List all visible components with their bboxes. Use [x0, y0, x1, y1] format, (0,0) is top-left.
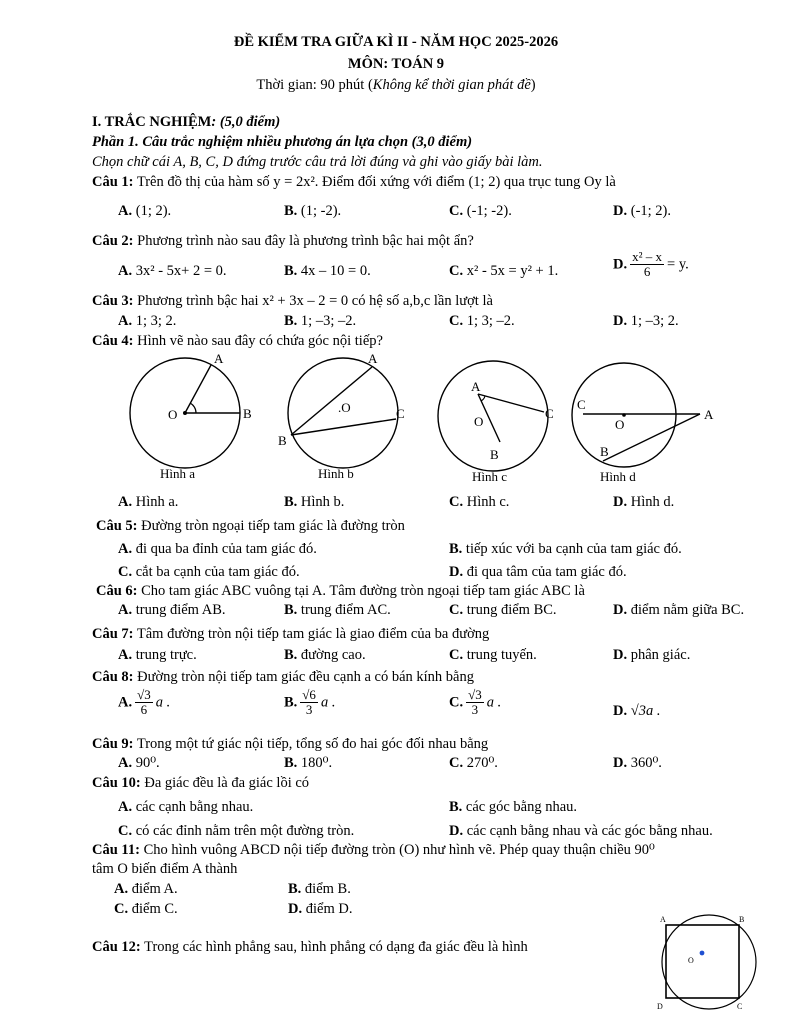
q5-stem	[96, 518, 405, 535]
instruction: Chọn chữ cái A, B, C, D đứng trước câu trả lời đúng và ghi vào giấy bài làm.	[92, 154, 543, 170]
point-a-label-d: A	[704, 407, 714, 422]
point-a-label: A	[214, 351, 224, 366]
q6-text: Cho tam giác ABC vuông tại A. Tâm đường tròn ngoại tiếp tam giác ABC là	[141, 583, 585, 599]
q5-option-b: B. tiếp xúc với ba cạnh của tam giác đó.	[449, 541, 682, 557]
q4-stem	[92, 333, 383, 350]
q8-label: Câu 8:	[92, 669, 134, 685]
q6-label: Câu 6:	[96, 583, 138, 599]
q4-text: Hình vẽ nào sau đây có chứa góc nội tiếp?	[137, 333, 383, 349]
q8-stem	[92, 669, 474, 686]
point-c-label-b: C	[396, 406, 405, 421]
q11-stem-continued: tâm O biến điểm A thành	[92, 861, 238, 877]
point-c-label-c: C	[545, 406, 554, 421]
q2-option-d: D. $\frac{\text{x² – x}}{6}$ = y.	[613, 249, 689, 280]
q7-option-a: A. trung trực.	[118, 647, 197, 663]
q9-stem	[92, 736, 488, 753]
q5-label: Câu 5:	[96, 518, 138, 534]
q2-stem	[92, 233, 474, 250]
q1-option-d: D. (-1; 2).	[613, 203, 671, 219]
q4-figures	[110, 350, 750, 488]
q10-label: Câu 10:	[92, 775, 141, 791]
q11-stem	[92, 842, 655, 859]
point-b-label-b: B	[278, 433, 287, 448]
figure-c	[438, 361, 554, 484]
exam-title: ĐỀ KIỂM TRA GIỮA KÌ II - NĂM HỌC 2025-2026	[233, 34, 559, 50]
q10-option-b: B. các góc bằng nhau.	[449, 799, 578, 815]
q4-label: Câu 4:	[92, 333, 134, 349]
q12-label: Câu 12:	[92, 939, 141, 955]
q3-option-b: B. 1; –3; –2.	[284, 313, 357, 329]
point-a-label-b: A	[368, 351, 378, 366]
q8-option-a: A. $\frac{√3}{6}$ a .	[118, 687, 171, 718]
q12-stem	[92, 939, 528, 956]
q3-stem	[92, 293, 493, 310]
q10-stem	[92, 775, 309, 792]
vertex-a-label: A	[660, 915, 666, 924]
q10-text: Đa giác đều là đa giác lồi có	[144, 775, 310, 791]
point-b-label-d: B	[600, 444, 609, 459]
q4-option-a: A. Hình a.	[118, 494, 179, 510]
figure-b-caption: Hình b	[318, 466, 354, 481]
point-o-label-c: O	[474, 414, 484, 429]
center-o	[183, 411, 187, 415]
q11-option-d: D. điểm D.	[288, 901, 353, 917]
point-o-label-d: O	[615, 417, 625, 432]
q8-option-c: C. $\frac{√3}{3}$ a .	[449, 687, 502, 718]
q1-option-c: C. (-1; -2).	[449, 203, 512, 219]
q3-text: Phương trình bậc hai x² + 3x – 2 = 0 có hệ số a,b,c lần lượt là	[137, 293, 493, 309]
q9-option-b: B. 180⁰.	[284, 755, 333, 771]
square-abcd	[666, 925, 739, 998]
q10-option-a: A. các cạnh bằng nhau.	[118, 799, 254, 815]
q9-option-c: C. 270⁰.	[449, 755, 498, 771]
q9-option-a: A. 90⁰.	[118, 755, 160, 771]
q3-label: Câu 3:	[92, 293, 134, 309]
q11-option-a: A. điểm A.	[114, 881, 178, 897]
section-title: I. TRẮC NGHIỆM	[92, 114, 212, 130]
q7-option-c: C. trung tuyến.	[449, 647, 537, 663]
point-o-label-b: .O	[338, 400, 351, 415]
q9-text: Trong một tứ giác nội tiếp, tổng số đo hai góc đối nhau bằng	[136, 736, 489, 752]
q2-text: Phương trình nào sau đây là phương trình bậc hai một ẩn?	[137, 233, 474, 249]
q7-label: Câu 7:	[92, 626, 134, 642]
center-dot	[700, 951, 705, 956]
exam-time	[0, 77, 792, 94]
q5-text: Đường tròn ngoại tiếp tam giác là đường tròn	[141, 518, 405, 534]
q2-option-b: B. 4x – 10 = 0.	[284, 263, 371, 279]
q3-option-c: C. 1; 3; –2.	[449, 313, 515, 329]
q8-option-d: D. √3a .	[613, 703, 661, 719]
q5-option-a: A. đi qua ba đỉnh của tam giác đó.	[118, 541, 317, 557]
q2-label: Câu 2:	[92, 233, 134, 249]
q9-option-d: D. 360⁰.	[613, 755, 662, 771]
vertex-b-label: B	[739, 915, 745, 924]
figure-a	[130, 351, 252, 481]
q7-option-b: B. đường cao.	[284, 647, 366, 663]
q11-option-b: B. điểm B.	[288, 881, 351, 897]
q6-option-d: D. điểm nằm giữa BC.	[613, 602, 745, 618]
time-text: Thời gian: 90 phút (	[256, 77, 373, 93]
q6-option-c: C. trung điểm BC.	[449, 602, 557, 618]
q4-option-c: C. Hình c.	[449, 494, 510, 510]
vertex-d-label: D	[657, 1002, 663, 1011]
figure-c-caption: Hình c	[472, 469, 508, 484]
radius-oa	[185, 365, 211, 413]
q4-option-b: B. Hình b.	[284, 494, 345, 510]
q6-stem	[96, 583, 585, 600]
center-o-label: O	[688, 956, 694, 965]
q11-text: Cho hình vuông ABCD nội tiếp đường tròn (O) như hình vẽ. Phép quay thuận chiều 90⁰	[143, 842, 655, 858]
point-a-label-c: A	[471, 379, 481, 394]
q8-option-b: B. $\frac{√6}{3}$ a .	[284, 687, 336, 718]
q9-label: Câu 9:	[92, 736, 134, 752]
circle-o	[662, 915, 756, 1009]
q3-option-a: A. 1; 3; 2.	[118, 313, 177, 329]
q3-option-d: D. 1; –3; 2.	[613, 313, 679, 329]
q5-option-c: C. cắt ba cạnh của tam giác đó.	[118, 564, 300, 580]
figure-d-caption: Hình d	[600, 469, 636, 484]
section-heading	[92, 114, 280, 131]
section-points: : (5,0 điểm)	[211, 114, 281, 130]
point-b-label-c: B	[490, 447, 499, 462]
figure-d	[572, 363, 714, 484]
q7-option-d: D. phân giác.	[613, 647, 691, 663]
q6-option-a: A. trung điểm AB.	[118, 602, 226, 618]
vertex-c-label: C	[737, 1002, 743, 1011]
q12-text: Trong các hình phẳng sau, hình phẳng có dạng đa giác đều là hình	[144, 939, 528, 955]
q10-option-c: C. có các đỉnh nằm trên một đường tròn.	[118, 823, 355, 839]
q11-label: Câu 11:	[92, 842, 140, 858]
point-b-label: B	[243, 406, 252, 421]
time-note: Không kể thời gian phát đề	[372, 77, 531, 93]
q1-option-a: A. (1; 2).	[118, 203, 172, 219]
point-c-label-d: C	[577, 397, 586, 412]
square-in-circle-figure	[645, 912, 775, 1020]
q7-stem	[92, 626, 489, 643]
angle-arc	[190, 403, 196, 413]
q1-option-b: B. (1; -2).	[284, 203, 342, 219]
exam-subject: MÔN: TOÁN 9	[347, 56, 445, 72]
segment-ac	[478, 394, 544, 412]
figure-b	[278, 351, 405, 481]
q7-text: Tâm đường tròn nội tiếp tam giác là giao điểm của ba đường	[136, 626, 490, 642]
point-o-label: O	[168, 407, 178, 422]
q1-text: Trên đồ thị của hàm số y = 2x². Điểm đối xứng với điểm (1; 2) qua trục tung Oy là	[136, 174, 616, 190]
q5-option-d: D. đi qua tâm của tam giác đó.	[449, 564, 627, 580]
angle-arc-c	[481, 396, 485, 401]
q10-option-d: D. các cạnh bằng nhau và các góc bằng nhau.	[449, 823, 713, 839]
time-suffix: )	[530, 77, 536, 93]
q11-option-c: C. điểm C.	[114, 901, 178, 917]
figure-a-caption: Hình a	[160, 466, 196, 481]
q2-option-c: C. x² - 5x = y² + 1.	[449, 263, 559, 279]
q1-label: Câu 1:	[92, 174, 134, 190]
q2-d-fraction: $\frac{\text{x² – x}}{6}$	[632, 249, 663, 280]
q4-option-d: D. Hình d.	[613, 494, 675, 510]
part1-heading: Phần 1. Câu trắc nghiệm nhiều phương án lựa chọn (3,0 điểm)	[92, 134, 473, 150]
q1-stem	[92, 174, 616, 191]
q2-option-a: A. 3x² - 5x+ 2 = 0.	[118, 263, 227, 279]
q8-text: Đường tròn nội tiếp tam giác đều cạnh a có bán kính bằng	[137, 669, 474, 685]
q6-option-b: B. trung điểm AC.	[284, 602, 391, 618]
